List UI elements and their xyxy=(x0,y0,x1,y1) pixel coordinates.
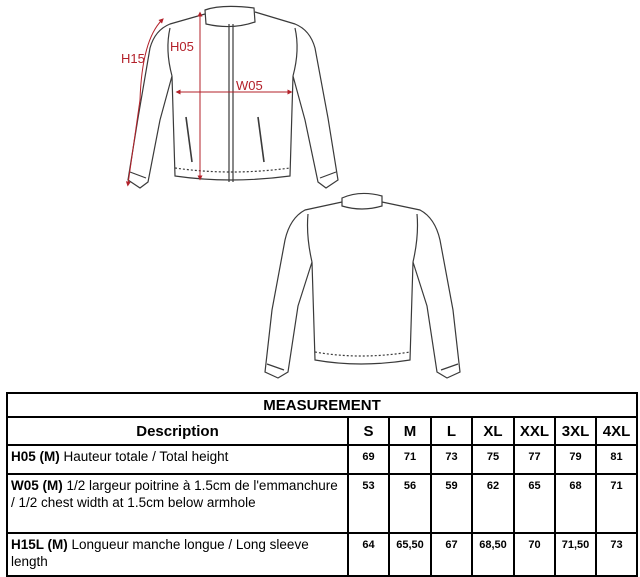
jacket-back-view xyxy=(265,193,460,378)
measurement-table xyxy=(6,392,636,577)
row-value: 73 xyxy=(596,533,637,576)
jacket-front-view xyxy=(128,6,338,188)
table-row xyxy=(7,445,637,474)
table-header-row xyxy=(7,417,637,445)
row-description: H15L (M) Longueur manche longue / Long sleeve length xyxy=(7,533,348,576)
h05-label: H05 xyxy=(170,39,194,54)
row-value: 68 xyxy=(555,474,596,533)
row-value: 73 xyxy=(431,445,472,474)
row-value: 65,50 xyxy=(389,533,431,576)
size-header: L xyxy=(431,417,472,445)
row-value: 62 xyxy=(472,474,514,533)
row-value: 71 xyxy=(596,474,637,533)
row-value: 81 xyxy=(596,445,637,474)
w05-label: W05 xyxy=(236,78,263,93)
row-description: W05 (M) 1/2 largeur poitrine à 1.5cm de l'emmanchure / 1/2 chest width at 1.5cm below armhole xyxy=(7,474,348,533)
size-header: 3XL xyxy=(555,417,596,445)
size-header: 4XL xyxy=(596,417,637,445)
description-header: Description xyxy=(7,417,348,445)
row-value: 69 xyxy=(348,445,389,474)
table-row xyxy=(7,533,637,576)
row-value: 77 xyxy=(514,445,555,474)
size-header: XL xyxy=(472,417,514,445)
row-value: 71 xyxy=(389,445,431,474)
row-value: 53 xyxy=(348,474,389,533)
row-value: 68,50 xyxy=(472,533,514,576)
row-value: 70 xyxy=(514,533,555,576)
table-row xyxy=(7,474,637,533)
row-description: H05 (M) Hauteur totale / Total height xyxy=(7,445,348,474)
size-header: M xyxy=(389,417,431,445)
h15-label: H15 xyxy=(121,51,145,66)
row-value: 64 xyxy=(348,533,389,576)
row-value: 71,50 xyxy=(555,533,596,576)
table-title: MEASUREMENT xyxy=(7,393,637,417)
row-value: 65 xyxy=(514,474,555,533)
row-value: 56 xyxy=(389,474,431,533)
size-header: S xyxy=(348,417,389,445)
row-value: 79 xyxy=(555,445,596,474)
size-header: XXL xyxy=(514,417,555,445)
row-value: 59 xyxy=(431,474,472,533)
row-value: 75 xyxy=(472,445,514,474)
row-value: 67 xyxy=(431,533,472,576)
